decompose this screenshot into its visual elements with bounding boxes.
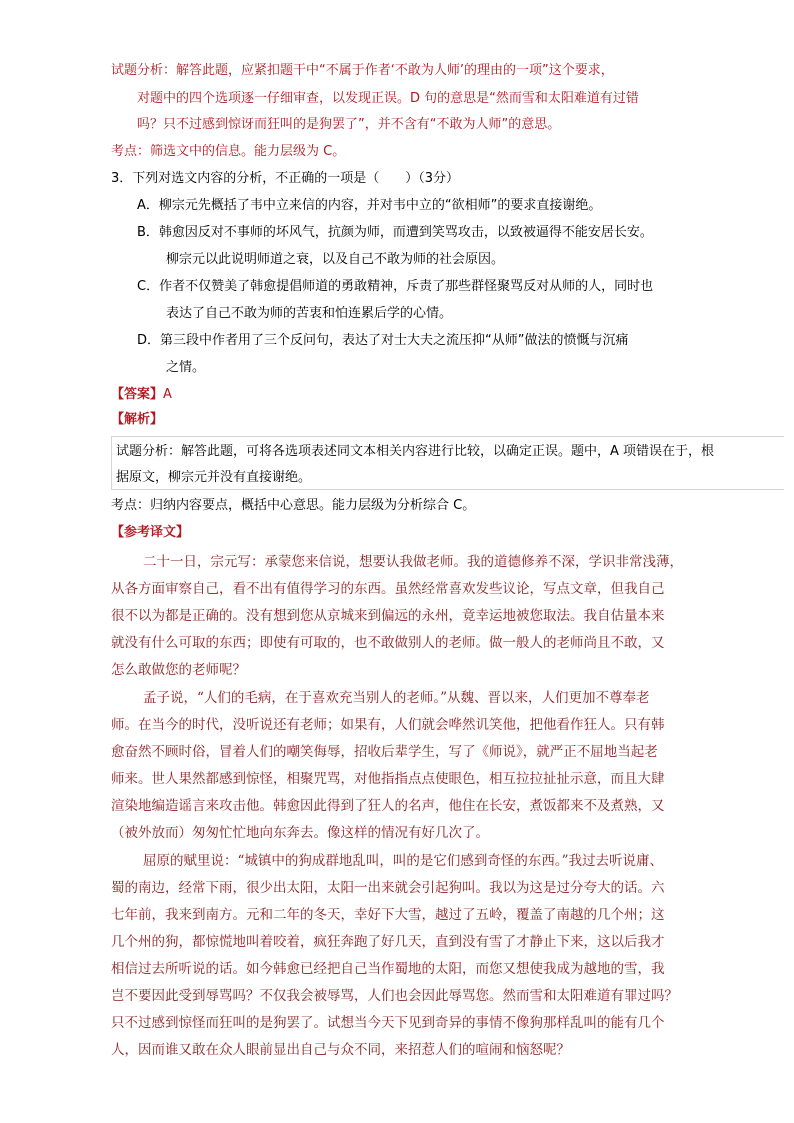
translation-line: 师。在当今的时代，没听说还有老师；如果有，人们就会哗然讥笑他，把他看作狂人。只有韩 <box>111 717 665 733</box>
analysis-label: 【解析】 <box>111 412 164 427</box>
translation-line: 孟子说，“人们的毛病，在于喜欢充当别人的老师。”从魏、晋以来，人们更加不尊奉老 <box>143 690 650 706</box>
analysis-line-2: 对题中的四个选项逐一仔细审查，以发现正误。D 句的意思是“然而雪和太阳难道有过错 <box>137 91 639 106</box>
answer-label: 【答案】 <box>111 387 164 402</box>
translation-line: 七年前，我来到南方。元和二年的冬天，幸好下大雪，越过了五岭，覆盖了南越的几个州；这 <box>111 907 665 923</box>
translation-line: 只不过感到惊怪而狂叫的是狗罢了。试想当今天下见到奇异的事情不像狗那样乱叫的能有几个 <box>111 1015 665 1031</box>
translation-line: 渲染地编造谣言来攻击他。韩愈因此得到了狂人的名声，他住在长安，煮饭都来不及煮熟，又 <box>111 798 665 814</box>
analysis2-line-1: 试题分析：解答此题，可将各选项表述同文本相关内容进行比较，以确定正误。题中，A 项错误在于，根 <box>116 444 715 459</box>
option-b-line-2: 柳宗元以此说明师道之衰，以及自己不敢为师的社会原因。 <box>166 252 505 267</box>
option-d-line-1: D．第三段中作者用了三个反问句，表达了对士大夫之流压抑“从师”做法的愤慨与沉痛 <box>137 333 629 348</box>
translation-line: 愈奋然不顾时俗，冒着人们的嘲笑侮辱，招收后辈学生，写了《师说》，就严正不屈地当起老 <box>111 744 658 760</box>
translation-line: 岂不要因此受到辱骂吗？不仅我会被辱骂，人们也会因此辱骂您。然而雪和太阳难道有罪过吗？ <box>111 988 678 1004</box>
translation-line: 师来。世人果然都感到惊怪，相聚咒骂，对他指指点点使眼色，相互拉拉扯扯示意，而且大肆 <box>111 771 665 787</box>
question-stem: 3．下列对选文内容的分析，不正确的一项是（ ）（3分） <box>111 171 460 186</box>
analysis-box <box>111 436 784 490</box>
answer-value: A <box>163 387 172 402</box>
analysis-point: 考点：筛选文中的信息。能力层级为 C。 <box>111 144 346 159</box>
translation-line: 从各方面审察自己，看不出有值得学习的东西。虽然经常喜欢发些议论，写点文章，但我自己 <box>111 581 665 597</box>
option-c-line-1: C．作者不仅赞美了韩愈提倡师道的勇敢精神，斥责了那些群怪聚骂反对从师的人，同时也 <box>137 279 654 294</box>
option-b-line-1: B．韩愈因反对不事师的坏风气，抗颜为师，而遭到笑骂攻击，以致被逼得不能安居长安。 <box>137 225 653 240</box>
translation-label: 【参考译文】 <box>111 525 190 540</box>
translation-line: 蜀的南边，经常下雨，很少出太阳，太阳一出来就会引起狗叫。我以为这是过分夸大的话。六 <box>111 880 665 896</box>
analysis-line-3: 吗？只不过感到惊讶而狂叫的是狗罢了”，并不含有“不敢为人师”的意思。 <box>137 117 561 132</box>
option-a: A．柳宗元先概括了韦中立来信的内容，并对韦中立的“欲相师”的要求直接谢绝。 <box>137 198 602 213</box>
analysis2-point: 考点：归纳内容要点，概括中心意思。能力层级为分析综合 C。 <box>111 498 476 513</box>
option-c-line-2: 表达了自己不敢为师的苦衷和怕连累后学的心情。 <box>166 306 453 321</box>
translation-line: 就没有什么可取的东西；即使有可取的，也不敢做别人的老师。做一般人的老师尚且不敢，又 <box>111 635 665 651</box>
translation-line: 很不以为都是正确的。没有想到您从京城来到偏远的永州，竟幸运地被您取法。我自估量本来 <box>111 608 665 624</box>
analysis2-line-2: 据原文，柳宗元并没有直接谢绝。 <box>116 470 312 485</box>
translation-line: （被外放而）匆匆忙忙地向东奔去。像这样的情况有好几次了。 <box>111 825 489 841</box>
translation-line: 相信过去所听说的话。如今韩愈已经把自己当作蜀地的太阳，而您又想使我成为越地的雪，我 <box>111 961 665 977</box>
option-d-line-2: 之情。 <box>166 360 206 375</box>
translation-line: 几个州的狗，都惊慌地叫着咬着，疯狂奔跑了好几天，直到没有雪了才静止下来，这以后我才 <box>111 934 665 950</box>
translation-line: 人，因而谁又敢在众人眼前显出自己与众不同，来招惹人们的喧闹和恼怒呢？ <box>111 1042 570 1058</box>
answer-row <box>111 386 172 404</box>
translation-line: 怎么敢做您的老师呢？ <box>111 662 246 678</box>
translation-line: 屈原的赋里说：“城镇中的狗成群地乱叫，叫的是它们感到奇怪的东西。”我过去听说庸、 <box>143 853 664 869</box>
translation-line: 二十一日，宗元写：承蒙您来信说，想要认我做老师。我的道德修养不深，学识非常浅薄， <box>143 554 683 570</box>
analysis-line-1: 试题分析：解答此题，应紧扣题干中“不属于作者‘不敢为人师’的理由的一项”这个要求， <box>111 63 614 78</box>
